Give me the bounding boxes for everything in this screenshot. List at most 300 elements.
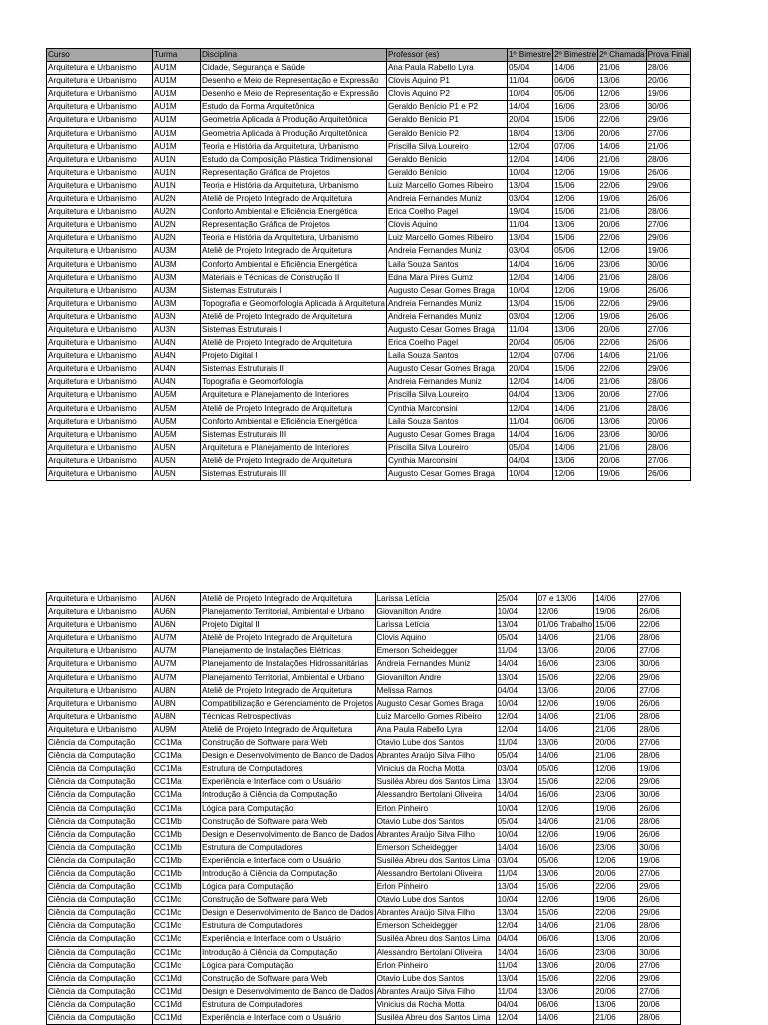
table-cell: Edna Mara Pires Gumz (386, 271, 507, 284)
table-row (47, 153, 691, 166)
table-cell: 28/06 (646, 441, 690, 454)
table-cell: 22/06 (594, 972, 638, 985)
table-cell: Erica Coelho Pagel (386, 206, 507, 219)
table-cell: AU4N (153, 350, 201, 363)
table-cell: 04/04 (496, 684, 536, 697)
table-cell: 03/04 (507, 193, 552, 206)
table-cell: 07/06 (553, 350, 598, 363)
table-cell: 20/06 (594, 684, 638, 697)
table-cell: 13/04 (507, 297, 552, 310)
table-cell: 22/06 (598, 114, 646, 127)
table-cell: Luiz Marcello Gomes Ribeiro (386, 232, 507, 245)
table-cell: 26/06 (638, 606, 681, 619)
table-cell: Erlon Pinheiro (375, 802, 496, 815)
table-cell: Ciência da Computação (47, 894, 153, 907)
table-row (47, 350, 691, 363)
table-cell: AU3M (153, 258, 201, 271)
table-cell: Ciência da Computação (47, 815, 153, 828)
header-cell-2-bimestre: 2º Bimestre (553, 49, 598, 62)
table-cell: 28/06 (646, 153, 690, 166)
table-row (47, 441, 691, 454)
table-cell: 12/06 (553, 193, 598, 206)
table-row (47, 763, 681, 776)
table-row (47, 140, 691, 153)
table-cell: 29/06 (646, 232, 690, 245)
table-cell: Geometria Aplicada à Produção Arquitetônica (201, 114, 387, 127)
table-cell: Andreia Fernandes Muniz (386, 297, 507, 310)
table-cell: Experiência e Interface com o Usuário (201, 776, 376, 789)
table-cell: 16/06 (553, 101, 598, 114)
table-row (47, 363, 691, 376)
table-cell: Projeto Digital I (201, 350, 387, 363)
table-cell: Geraldo Benício (386, 153, 507, 166)
table-cell: Clovis Aquino (375, 632, 496, 645)
table-cell: 06/06 (553, 415, 598, 428)
table-row (47, 179, 691, 192)
table-row (47, 815, 681, 828)
table-row (47, 920, 681, 933)
table-cell: Arquitetura e Urbanismo (47, 323, 153, 336)
table-row (47, 206, 691, 219)
table-cell: 11/04 (496, 645, 536, 658)
table-cell: AU2N (153, 206, 201, 219)
table-cell: Experiência e Interface com o Usuário (201, 854, 376, 867)
table-cell: Clovis Aquino (386, 219, 507, 232)
table-cell: 23/06 (594, 789, 638, 802)
table-cell: 19/06 (598, 193, 646, 206)
table-cell: Construção de Software para Web (201, 815, 376, 828)
table-cell: CC1Ma (153, 776, 201, 789)
table-cell: AU1N (153, 179, 201, 192)
table-cell: 10/04 (496, 828, 536, 841)
table-row (47, 297, 691, 310)
table-cell: Ateliê de Projeto Integrado de Arquitetura (201, 337, 387, 350)
table-row (47, 245, 691, 258)
table-cell: 10/04 (507, 88, 552, 101)
table-cell: Arquitetura e Urbanismo (47, 619, 153, 632)
table-cell: 26/06 (638, 828, 681, 841)
table-body-top (47, 62, 691, 481)
table-cell: 30/06 (646, 258, 690, 271)
table-cell: 05/06 (536, 763, 594, 776)
table-cell: 21/06 (598, 441, 646, 454)
table-cell: Ciência da Computação (47, 959, 153, 972)
table-row (47, 894, 681, 907)
table-cell: 27/06 (638, 985, 681, 998)
table-cell: 16/06 (553, 258, 598, 271)
table-cell: 14/06 (553, 441, 598, 454)
table-cell: AU8N (153, 710, 201, 723)
table-cell: Ciência da Computação (47, 867, 153, 880)
table-cell: 05/04 (496, 815, 536, 828)
table-cell: Conforto Ambiental e Eficiência Energética (201, 258, 387, 271)
table-cell: Andreia Fernandes Muniz (386, 310, 507, 323)
table-cell: AU1M (153, 140, 201, 153)
table-cell: 27/06 (646, 454, 690, 467)
table-cell: 27/06 (638, 645, 681, 658)
table-cell: 29/06 (638, 907, 681, 920)
table-cell: 21/06 (598, 376, 646, 389)
table-cell: 22/06 (594, 907, 638, 920)
table-cell: Ateliê de Projeto Integrado de Arquitetura (201, 632, 376, 645)
table-cell: 27/06 (646, 323, 690, 336)
table-row (47, 854, 681, 867)
table-cell: Arquitetura e Urbanismo (47, 153, 153, 166)
table-cell: 19/06 (594, 697, 638, 710)
table-cell: 13/04 (496, 881, 536, 894)
table-cell: 20/04 (507, 363, 552, 376)
table-cell: 13/06 (536, 985, 594, 998)
table-row (47, 671, 681, 684)
table-cell: 27/06 (638, 593, 681, 606)
table-cell: 03/04 (496, 763, 536, 776)
table-cell: 16/06 (536, 658, 594, 671)
table-cell: 19/06 (646, 88, 690, 101)
table-cell: Ateliê de Projeto Integrado de Arquitetura (201, 723, 376, 736)
table-cell: 16/06 (536, 789, 594, 802)
table-cell: 13/04 (496, 619, 536, 632)
table-cell: 13/06 (553, 219, 598, 232)
table-cell: Arquitetura e Planejamento de Interiores (201, 389, 387, 402)
table-cell: 18/04 (507, 127, 552, 140)
table-cell: Ciência da Computação (47, 920, 153, 933)
table-cell: AU1M (153, 75, 201, 88)
header-cell-curso: Curso (47, 49, 153, 62)
table-cell: 10/04 (507, 166, 552, 179)
table-cell: 19/06 (638, 763, 681, 776)
table-row (47, 606, 681, 619)
table-cell: 19/06 (598, 468, 646, 481)
table-cell: Ciência da Computação (47, 946, 153, 959)
table-cell: 27/06 (646, 389, 690, 402)
table-cell: 15/06 (553, 363, 598, 376)
table-cell: 28/06 (638, 632, 681, 645)
table-row (47, 867, 681, 880)
table-cell: Ciência da Computação (47, 841, 153, 854)
table-cell: 15/06 (536, 972, 594, 985)
table-cell: 14/06 (536, 750, 594, 763)
table-cell: Alessandro Bertolani Oliveira (375, 867, 496, 880)
table-cell: Susiléa Abreu dos Santos Lima (375, 776, 496, 789)
table-cell: 23/06 (594, 658, 638, 671)
table-cell: 22/06 (598, 337, 646, 350)
table-row (47, 776, 681, 789)
table-row (47, 907, 681, 920)
table-cell: Arquitetura e Urbanismo (47, 389, 153, 402)
table-cell: CC1Mc (153, 933, 201, 946)
table-body-bottom (47, 593, 681, 1025)
table-cell: 12/06 (553, 166, 598, 179)
table-cell: 28/06 (646, 206, 690, 219)
table-cell: AU3N (153, 323, 201, 336)
table-cell: 29/06 (646, 363, 690, 376)
table-cell: CC1Mb (153, 867, 201, 880)
table-cell: Ciência da Computação (47, 737, 153, 750)
table-cell: 05/04 (496, 632, 536, 645)
table-cell: 10/04 (507, 284, 552, 297)
table-cell: 14/06 (553, 402, 598, 415)
table-cell: CC1Md (153, 972, 201, 985)
table-cell: Emerson Scheidegger (375, 645, 496, 658)
table-cell: Planejamento de Instalações Elétricas (201, 645, 376, 658)
table-row (47, 114, 691, 127)
table-row (47, 166, 691, 179)
table-row (47, 428, 691, 441)
table-cell: 15/06 (536, 776, 594, 789)
table-cell: 13/06 (536, 737, 594, 750)
table-cell: 14/04 (496, 658, 536, 671)
table-row (47, 101, 691, 114)
table-row (47, 710, 681, 723)
table-cell: AU5N (153, 468, 201, 481)
table-row (47, 946, 681, 959)
table-cell: Giovanilton Andre (375, 671, 496, 684)
table-cell: Introdução à Ciência da Computação (201, 867, 376, 880)
table-cell: Ciência da Computação (47, 802, 153, 815)
table-cell: 05/06 (553, 88, 598, 101)
table-cell: AU1M (153, 101, 201, 114)
table-row (47, 593, 681, 606)
table-cell: 20/06 (598, 454, 646, 467)
table-cell: Design e Desenvolvimento de Banco de Dados (201, 985, 376, 998)
table-cell: Ana Paula Rabello Lyra (375, 723, 496, 736)
table-cell: 15/06 (553, 206, 598, 219)
table-cell: Lógica para Computação (201, 802, 376, 815)
table-cell: Abrantes Araújo Silva Filho (375, 985, 496, 998)
table-cell: Otavio Lube dos Santos (375, 815, 496, 828)
table-cell: 12/06 (536, 606, 594, 619)
table-cell: Arquitetura e Urbanismo (47, 258, 153, 271)
table-cell: Laila Souza Santos (386, 350, 507, 363)
table-cell: AU2N (153, 219, 201, 232)
table-cell: 19/06 (638, 854, 681, 867)
table-cell: Larissa Letícia (375, 619, 496, 632)
table-cell: 20/04 (507, 337, 552, 350)
table-cell: 23/06 (594, 946, 638, 959)
table-row (47, 658, 681, 671)
table-cell: 26/06 (646, 337, 690, 350)
table-cell: Ciência da Computação (47, 750, 153, 763)
table-cell: 22/06 (598, 179, 646, 192)
table-cell: Arquitetura e Urbanismo (47, 101, 153, 114)
table-cell: 21/06 (646, 140, 690, 153)
table-cell: 05/06 (553, 337, 598, 350)
table-cell: 28/06 (646, 376, 690, 389)
table-row (47, 415, 691, 428)
table-cell: 26/06 (646, 310, 690, 323)
table-cell: 28/06 (646, 62, 690, 75)
table-cell: 13/06 (536, 645, 594, 658)
table-cell: Luiz Marcello Gomes Ribeiro (386, 179, 507, 192)
table-cell: Geometria Aplicada à Produção Arquitetônica (201, 127, 387, 140)
table-cell: Conforto Ambiental e Eficiência Energética (201, 206, 387, 219)
table-cell: CC1Mb (153, 815, 201, 828)
table-cell: Arquitetura e Urbanismo (47, 75, 153, 88)
table-row (47, 389, 691, 402)
table-cell: 15/06 (553, 232, 598, 245)
table-cell: Erlon Pinheiro (375, 881, 496, 894)
table-cell: AU3M (153, 284, 201, 297)
table-cell: Arquitetura e Urbanismo (47, 232, 153, 245)
table-cell: 29/06 (638, 671, 681, 684)
table-cell: Ateliê de Projeto Integrado de Arquitetura (201, 684, 376, 697)
table-cell: 13/04 (496, 671, 536, 684)
table-cell: 14/04 (507, 258, 552, 271)
table-cell: Arquitetura e Urbanismo (47, 337, 153, 350)
table-cell: 15/06 (536, 881, 594, 894)
table-cell: CC1Md (153, 1012, 201, 1025)
table-cell: 14/06 (536, 815, 594, 828)
table-cell: Arquitetura e Urbanismo (47, 62, 153, 75)
table-cell: Clovis Aquino P2 (386, 88, 507, 101)
table-cell: Vinicius da Rocha Motta (375, 998, 496, 1011)
table-row (47, 645, 681, 658)
table-cell: 13/06 (553, 389, 598, 402)
table-cell: Arquitetura e Urbanismo (47, 350, 153, 363)
table-cell: 28/06 (638, 1012, 681, 1025)
header-cell-2-chamada: 2ª Chamada (598, 49, 646, 62)
table-cell: AU8N (153, 684, 201, 697)
table-cell: 16/06 (536, 841, 594, 854)
table-row (47, 258, 691, 271)
table-cell: 21/06 (594, 632, 638, 645)
table-cell: Arquitetura e Urbanismo (47, 127, 153, 140)
table-cell: 30/06 (646, 101, 690, 114)
table-row (47, 737, 681, 750)
table-cell: 30/06 (638, 946, 681, 959)
table-cell: 11/04 (496, 959, 536, 972)
table-cell: Arquitetura e Urbanismo (47, 166, 153, 179)
table-cell: Arquitetura e Urbanismo (47, 468, 153, 481)
table-cell: 26/06 (638, 697, 681, 710)
table-cell: 12/06 (598, 245, 646, 258)
table-cell: 21/06 (598, 206, 646, 219)
table-cell: 20/06 (594, 737, 638, 750)
table-cell: 14/04 (496, 946, 536, 959)
table-cell: Ciência da Computação (47, 828, 153, 841)
table-cell: Vinicius da Rocha Motta (375, 763, 496, 776)
table-cell: Desenho e Meio de Representação e Expressão (201, 88, 387, 101)
table-cell: CC1Mb (153, 828, 201, 841)
table-cell: Emerson Scheidegger (375, 920, 496, 933)
table-cell: Teoria e História da Arquitetura, Urbanismo (201, 179, 387, 192)
table-cell: Arquitetura e Urbanismo (47, 114, 153, 127)
table-cell: 19/06 (594, 894, 638, 907)
table-row (47, 998, 681, 1011)
table-cell: Ciência da Computação (47, 789, 153, 802)
table-cell: 14/06 (536, 920, 594, 933)
table-cell: Laila Souza Santos (386, 415, 507, 428)
table-cell: 20/06 (598, 219, 646, 232)
table-cell: Ciência da Computação (47, 1012, 153, 1025)
table-cell: Geraldo Benício P2 (386, 127, 507, 140)
table-cell: 15/06 (553, 179, 598, 192)
table-cell: AU1M (153, 62, 201, 75)
table-row (47, 468, 691, 481)
table-cell: 28/06 (638, 815, 681, 828)
table-cell: 28/06 (638, 750, 681, 763)
table-cell: 27/06 (638, 737, 681, 750)
table-cell: AU3M (153, 245, 201, 258)
table-cell: 14/04 (496, 789, 536, 802)
table-cell: Andreia Fernandes Muniz (375, 658, 496, 671)
table-cell: CC1Ma (153, 802, 201, 815)
table-cell: Otavio Lube dos Santos (375, 972, 496, 985)
table-cell: Augusto Cesar Gomes Braga (386, 428, 507, 441)
table-cell: Otavio Lube dos Santos (375, 737, 496, 750)
table-row (47, 219, 691, 232)
table-cell: 12/06 (536, 802, 594, 815)
table-cell: 12/04 (496, 723, 536, 736)
table-cell: Design e Desenvolvimento de Banco de Dados (201, 907, 376, 920)
table-row (47, 985, 681, 998)
table-cell: 28/06 (646, 271, 690, 284)
table-cell: Arquitetura e Urbanismo (47, 88, 153, 101)
table-cell: 10/04 (507, 468, 552, 481)
table-cell: 27/06 (646, 219, 690, 232)
table-cell: 23/06 (598, 428, 646, 441)
table-row (47, 454, 691, 467)
table-cell: 29/06 (646, 179, 690, 192)
table-cell: 16/06 (553, 428, 598, 441)
table-cell: Arquitetura e Urbanismo (47, 179, 153, 192)
table-cell: CC1Ma (153, 789, 201, 802)
header-cell-disciplina: Disciplina (201, 49, 387, 62)
table-cell: Arquitetura e Urbanismo (47, 593, 153, 606)
table-cell: 14/06 (598, 140, 646, 153)
table-cell: 06/06 (553, 75, 598, 88)
table-cell: CC1Mc (153, 920, 201, 933)
table-cell: 14/06 (536, 1012, 594, 1025)
table-cell: 12/06 (536, 894, 594, 907)
table-cell: 12/04 (507, 140, 552, 153)
table-cell: 28/06 (638, 920, 681, 933)
table-cell: Ateliê de Projeto Integrado de Arquitetura (201, 593, 376, 606)
table-row (47, 841, 681, 854)
table-cell: 03/04 (496, 854, 536, 867)
table-cell: Augusto Cesar Gomes Braga (386, 284, 507, 297)
table-cell: Arquitetura e Urbanismo (47, 658, 153, 671)
table-cell: 22/06 (594, 881, 638, 894)
table-cell: 14/06 (598, 350, 646, 363)
table-cell: 15/06 (553, 114, 598, 127)
table-cell: 15/06 (553, 297, 598, 310)
table-cell: Andreia Fernandes Muniz (386, 376, 507, 389)
table-cell: Arquitetura e Urbanismo (47, 402, 153, 415)
table-cell: 04/04 (496, 933, 536, 946)
table-cell: Ciência da Computação (47, 854, 153, 867)
table-cell: 11/04 (507, 219, 552, 232)
table-cell: 26/06 (646, 166, 690, 179)
table-cell: 22/06 (598, 363, 646, 376)
table-row (47, 684, 681, 697)
table-cell: CC1Mc (153, 907, 201, 920)
table-cell: Augusto Cesar Gomes Braga (375, 697, 496, 710)
table-cell: 12/04 (496, 710, 536, 723)
table-cell: 12/04 (496, 1012, 536, 1025)
table-cell: 13/04 (496, 776, 536, 789)
table-cell: AU5N (153, 441, 201, 454)
table-cell: Geraldo Benício P1 e P2 (386, 101, 507, 114)
table-cell: Experiência e Interface com o Usuário (201, 1012, 376, 1025)
table-cell: 12/04 (507, 153, 552, 166)
table-row (47, 323, 691, 336)
table-cell: 15/06 (594, 619, 638, 632)
table-cell: 20/06 (638, 933, 681, 946)
table-cell: 30/06 (638, 841, 681, 854)
table-cell: Estudo da Composição Plástica Tridimensional (201, 153, 387, 166)
table-cell: 14/06 (553, 271, 598, 284)
